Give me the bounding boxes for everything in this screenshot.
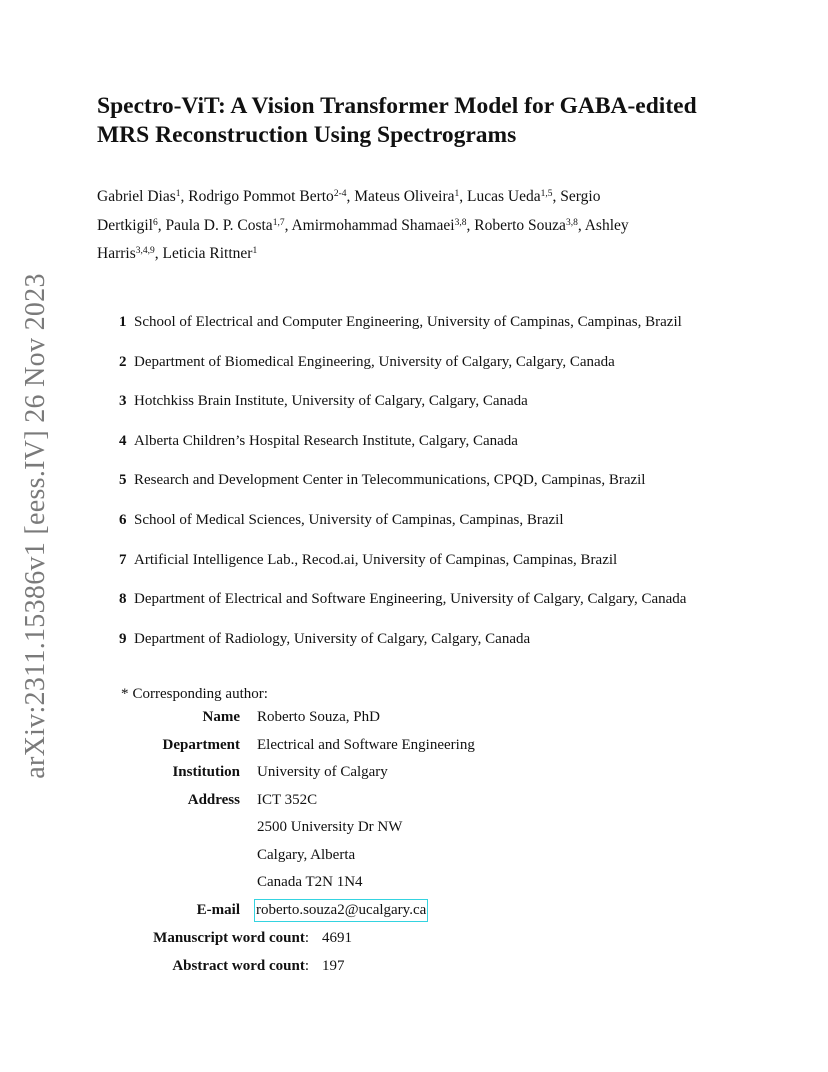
department-label: Department [162, 736, 240, 753]
name-label: Name [202, 709, 240, 725]
affiliation-text: Artificial Intelligence Lab., Recod.ai, University of Campinas, Campinas, Brazil [134, 551, 618, 568]
affiliation-item [119, 314, 799, 354]
author-line-3: Harris$^{3,4,9}$, Leticia Rittner$^1$ [97, 245, 258, 262]
department-value: Electrical and Software Engineering [257, 736, 475, 753]
email-label: E-mail [196, 901, 240, 918]
affiliation-item [119, 552, 799, 592]
affiliation-number: 9 [119, 630, 127, 647]
affiliation-item [119, 472, 799, 512]
affiliation-item [119, 512, 799, 552]
affiliation-text: Department of Biomedical Engineering, University of Calgary, Calgary, Canada [134, 353, 615, 370]
author-name-first-part: Ashley [584, 216, 629, 234]
manuscript-word-count-value: 4691 [322, 930, 352, 946]
contact-row-name [0, 709, 828, 737]
author-affiliation-sup: 1 [252, 246, 258, 256]
email-link[interactable]: roberto.souza2@ucalgary.ca [254, 899, 428, 922]
author-name: Gabriel Dias [97, 188, 176, 205]
corresponding-author-heading [121, 686, 268, 703]
address-line: ICT 352C [257, 791, 318, 808]
abstract-word-count-value: 197 [322, 957, 345, 974]
author-affiliation-sup: 6 [152, 217, 158, 228]
affiliation-item [119, 354, 799, 394]
author-affiliation-sup: 3,8 [565, 217, 578, 228]
affiliation-text: School of Electrical and Computer Engineering, University of Campinas, Campinas, Brazil [134, 314, 682, 330]
author-name: Mateus Oliveira [354, 188, 455, 205]
label-colon: : [304, 957, 309, 974]
institution-label: Institution [172, 764, 240, 780]
affiliation-number: 1 [119, 314, 127, 330]
affiliation-item [119, 393, 799, 433]
contact-row-email [0, 902, 828, 930]
contact-row-address-cont [0, 847, 828, 875]
word-counts [0, 930, 828, 985]
author-line-2: Dertkigil$^6$, Paula D. P. Costa$^{1,7}$, Amirmohammad Shamaei$^{3,8}$, Roberto Souza$^{3,8}$, Ashley [97, 216, 629, 234]
affiliation-number: 3 [119, 393, 127, 410]
author-affiliation-sup: 1 [454, 189, 460, 199]
author-affiliation-sup: 3,4,9 [135, 246, 155, 256]
author-affiliation-sup: 2-4 [333, 189, 347, 199]
contact-row-department [0, 737, 828, 765]
affiliation-list [119, 314, 799, 670]
affiliation-text: Research and Development Center in Telecommunications, CPQD, Campinas, Brazil [134, 472, 646, 489]
author-name: Rodrigo Pommot Berto [188, 188, 334, 205]
affiliation-text: Hotchkiss Brain Institute, University of Calgary, Calgary, Canada [134, 393, 528, 410]
paper-title [97, 92, 777, 150]
affiliation-number: 8 [119, 591, 127, 608]
name-value: Roberto Souza, PhD [257, 709, 380, 725]
author-name: Lucas Ueda [467, 188, 541, 205]
address-line: Canada T2N 1N4 [257, 874, 363, 890]
affiliation-text: Department of Radiology, University of Calgary, Calgary, Canada [134, 630, 531, 647]
affiliation-number: 7 [119, 551, 127, 568]
corresponding-author-label: Corresponding author: [132, 686, 268, 702]
author-affiliation-sup: 1 [175, 189, 181, 199]
affiliation-item [119, 591, 799, 631]
asterisk-marker: * [121, 686, 129, 702]
author-name: Roberto Souza [474, 216, 566, 234]
affiliation-text: Department of Electrical and Software Engineering, University of Calgary, Calgary, Canada [134, 591, 687, 608]
affiliation-number: 6 [119, 511, 127, 528]
author-line-1: Gabriel Dias$^1$, Rodrigo Pommot Berto$^{2-4}$, Mateus Oliveira$^1$, Lucas Ueda$^{1,5}$, Sergio [97, 188, 601, 205]
arxiv-identifier-stamp: arXiv:2311.15386v1 [eess.IV] 26 Nov 2023 [20, 273, 51, 779]
author-name-first-part: Sergio [560, 188, 601, 205]
address-line: Calgary, Alberta [257, 846, 356, 863]
paper-title-line-2: MRS Reconstruction Using Spectrograms [97, 122, 517, 148]
author-name: Leticia Rittner [162, 245, 253, 262]
author-name: Amirmohammad Shamaei [291, 216, 455, 234]
email-value-wrapper [257, 902, 428, 922]
author-affiliation-sup: 1,7 [272, 217, 285, 228]
abstract-word-count-label-group [172, 958, 309, 975]
contact-details [0, 709, 828, 929]
contact-row-address-cont [0, 819, 828, 847]
author-name: Paula D. P. Costa [165, 216, 273, 234]
contact-row-address-cont [0, 874, 828, 902]
affiliation-text: School of Medical Sciences, University of Campinas, Campinas, Brazil [134, 511, 564, 528]
paper-title-line-1: Spectro-ViT: A Vision Transformer Model for GABA-edited [97, 93, 697, 119]
affiliation-number: 5 [119, 472, 127, 489]
author-name-second-part: Dertkigil [97, 216, 153, 234]
address-label: Address [187, 791, 240, 808]
manuscript-word-count-label: Manuscript word count [153, 930, 305, 946]
author-affiliation-sup: 3,8 [454, 217, 467, 228]
label-colon: : [304, 930, 309, 946]
abstract-word-count-row [0, 958, 828, 986]
author-list [97, 183, 747, 269]
affiliation-number: 2 [119, 353, 127, 370]
author-affiliation-sup: 1,5 [540, 189, 553, 199]
affiliation-item [119, 631, 799, 671]
affiliation-text: Alberta Children’s Hospital Research Institute, Calgary, Canada [134, 432, 518, 449]
affiliation-item [119, 433, 799, 473]
institution-value: University of Calgary [257, 764, 388, 780]
address-line: 2500 University Dr NW [257, 819, 403, 835]
author-name-second-part: Harris [97, 245, 136, 262]
manuscript-word-count-row [0, 930, 828, 958]
contact-row-address [0, 792, 828, 820]
contact-row-institution [0, 764, 828, 792]
abstract-word-count-label: Abstract word count [172, 957, 305, 974]
affiliation-number: 4 [119, 432, 127, 449]
manuscript-word-count-label-group [153, 930, 309, 947]
